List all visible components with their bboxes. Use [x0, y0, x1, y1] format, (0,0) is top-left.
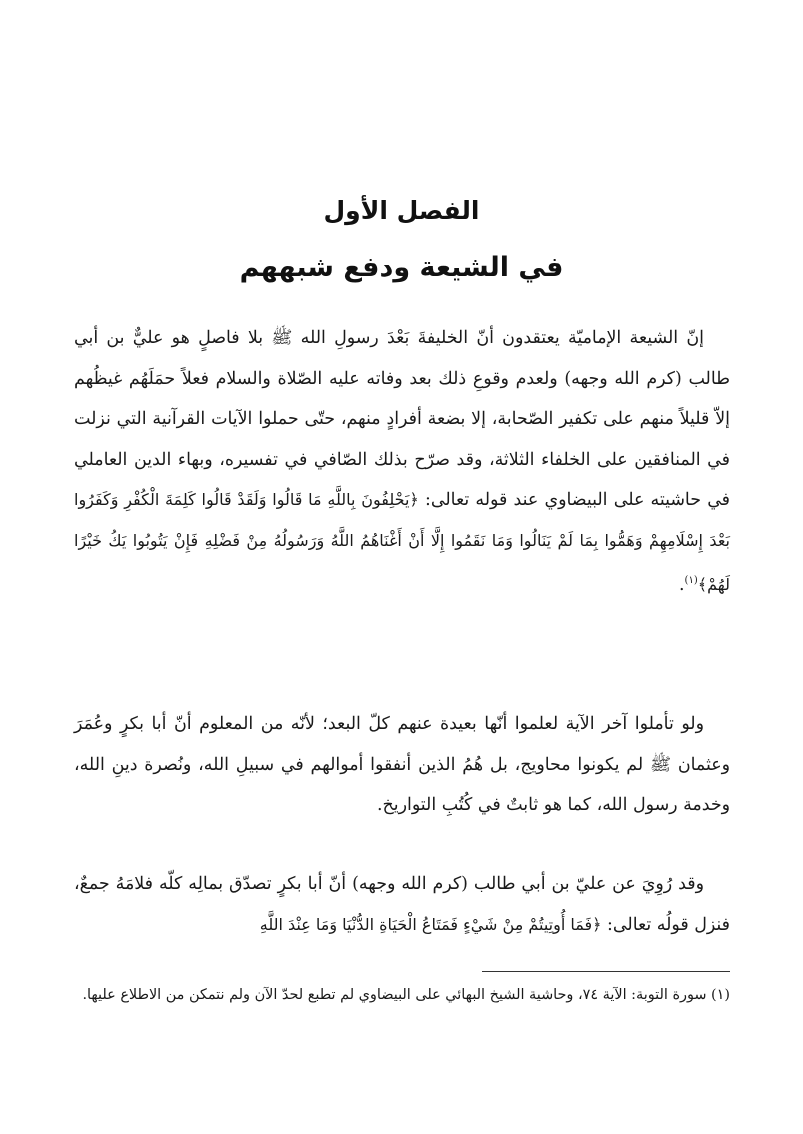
footnote-separator — [482, 971, 730, 972]
paragraph-1-text: إنّ الشيعة الإماميّة يعتقدون أنّ الخليفةَ بَعْدَ رسولِ الله ﷺ بلا فاصلٍ هو عليٌّ بن أبي طالب (كرم الله وجهه) ولعدم وقوعِ ذلك بعد وفاته عليه الصّلاة والسلام فعلاً حمَلَهُم غيظُهم إلاّ قليلاً منهم على تكفير الصّحابة، إلا بضعة أفرادٍ منهم، حتّى حملوا الآيات القرآنية التي نزلت في المنافقين على الخلفاء الثلاثة، وقد صرّح بذلك الصّافي في تفسيره، وبهاء الدين العاملي في حاشيته على البيضاوي عند قوله تعالى: — [74, 328, 731, 510]
quran-verse-2: ﴿فَمَا أُوتِيتُمْ مِنْ شَيْءٍ فَمَتَاعُ الْحَيَاةِ الدُّنْيَا وَمَا عِنْدَ اللَّهِ — [259, 914, 602, 934]
paragraph-3 — [74, 864, 730, 945]
footnote: (١) سورة التوبة: الآية ٧٤، وحاشية الشيخ البهائي على البيضاوي لم تطبع لحدّ الآن ولم نتمكن من الاطلاع عليها. — [82, 987, 730, 1003]
section-title: في الشيعة ودفع شبههم — [239, 252, 564, 283]
quran-verse-1: ﴿يَحْلِفُونَ بِاللَّهِ مَا قَالُوا وَلَقَدْ قَالُوا كَلِمَةَ الْكُفْرِ وَكَفَرُوا بَعْدَ إِسْلَامِهِمْ وَهَمُّوا بِمَا لَمْ يَنَالُوا وَمَا نَقَمُوا إِلَّا أَنْ أَغْنَاهُمُ اللَّهُ وَرَسُولُهُ مِنْ فَضْلِهِ فَإِنْ يَتُوبُوا يَكُ خَيْرًا لَهُمْ﴾ — [74, 490, 730, 594]
paragraph-2: ولو تأملوا آخر الآية لعلموا أنّها بعيدة عنهم كلّ البعد؛ لأنّه من المعلوم أنّ أبا بكرٍ وعُمَرَ وعثمان ﷺ لم يكونوا محاويج، بل هُمُ الذين أنفقوا أموالهم في سبيلِ الله، ونُصرة دينِ الله، وخدمة رسول الله، كما هو ثابتٌ في كُتُبِ التواريخ. — [74, 714, 730, 815]
paragraph-1-end: . — [679, 574, 685, 595]
paragraph-1 — [74, 318, 730, 605]
paragraph-3-text: وقد رُوِيَ عن عليّ بن أبي طالب (كرم الله وجهه) أنّ أبا بكرٍ تصدّق بمالِه كلّه فلامَهُ جمعٌ، فنزل قولُه تعالى: — [74, 874, 730, 935]
footnote-reference: (١) — [684, 575, 698, 586]
chapter-title: الفصل الأول — [323, 196, 480, 225]
